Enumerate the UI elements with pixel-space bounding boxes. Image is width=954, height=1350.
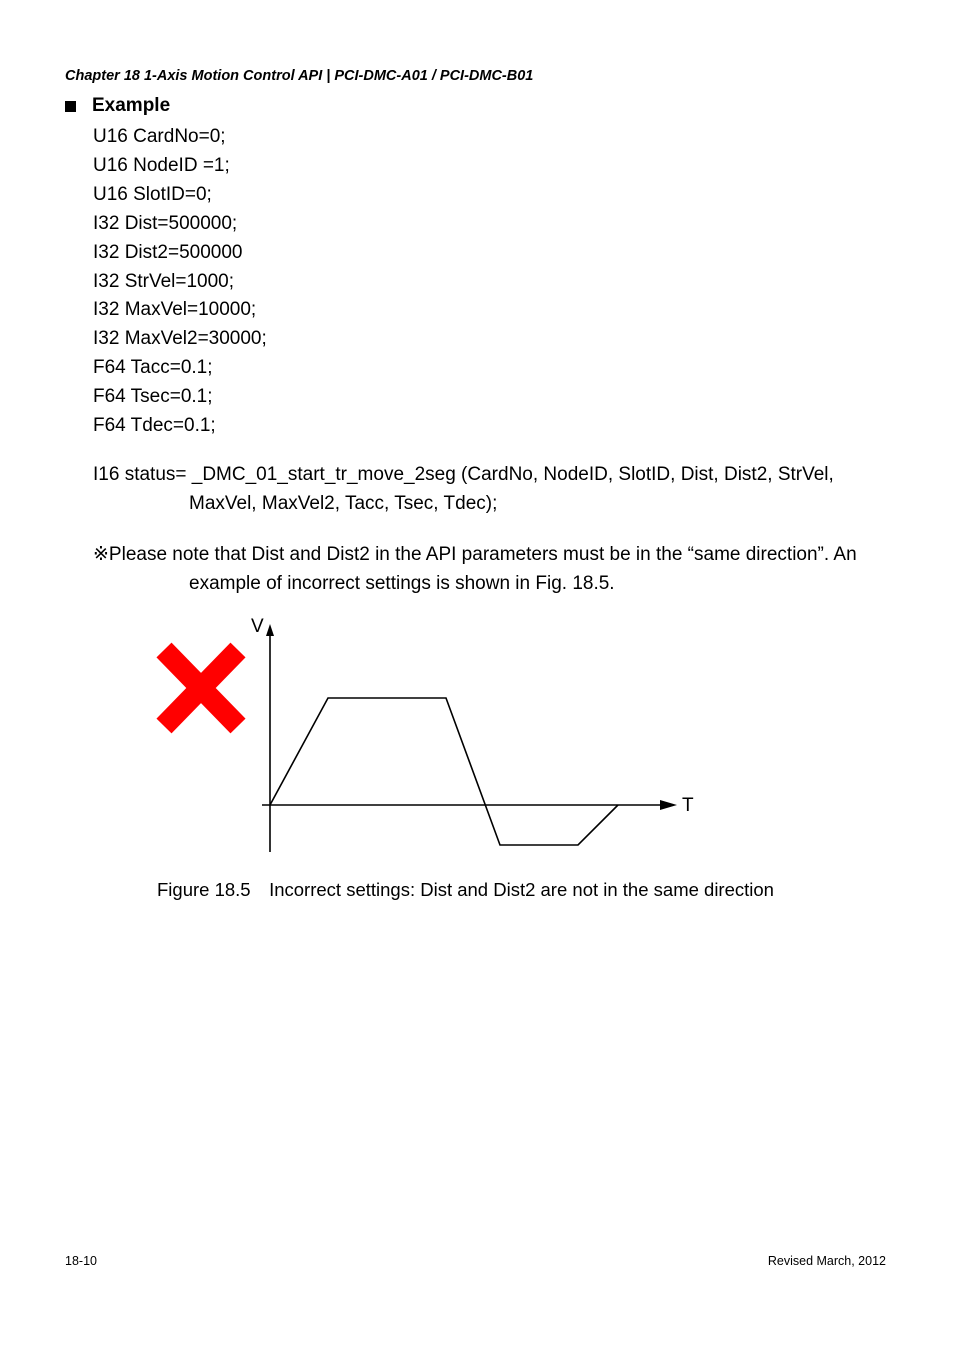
function-call-line-1: I16 status= _DMC_01_start_tr_move_2seg (CardNo, NodeID, SlotID, Dist, Dist2, StrVel, [93,464,834,485]
function-call-line-2: MaxVel, MaxVel2, Tacc, Tsec, Tdec); [189,492,498,514]
note-line-1: ※Please note that Dist and Dist2 in the API parameters must be in the “same direction”. An [93,544,857,565]
code-line: I32 StrVel=1000; [93,270,235,292]
velocity-profile-line [270,698,618,845]
code-line: F64 Tsec=0.1; [93,386,213,408]
velocity-profile-diagram [150,612,710,862]
cross-icon [164,650,238,726]
x-axis-label: T [682,795,694,816]
code-line: I32 Dist=500000; [93,212,238,234]
code-line: U16 CardNo=0; [93,126,226,147]
note-line-2: example of incorrect settings is shown in Fig. 18.5. [189,572,615,594]
chapter-header: Chapter 18 1-Axis Motion Control API | PCI-DMC-A01 / PCI-DMC-B01 [65,68,534,84]
y-axis-label: V [251,616,264,637]
code-line: F64 Tacc=0.1; [93,357,213,379]
code-variable-list [93,123,267,441]
figure-caption: Figure 18.5 Incorrect settings: Dist and Dist2 are not in the same direction [157,879,774,900]
square-bullet-icon [65,101,76,112]
function-call [93,461,893,519]
code-line: I32 MaxVel2=30000; [93,328,267,350]
code-line: I32 Dist2=500000 [93,241,243,263]
code-line: I32 MaxVel=10000; [93,299,257,321]
code-line: F64 Tdec=0.1; [93,415,216,437]
direction-note [93,541,893,599]
page-number: 18-10 [65,1254,97,1268]
x-axis-arrow [660,800,677,810]
code-line: U16 NodeID =1; [93,154,230,176]
revision-date: Revised March, 2012 [767,1254,886,1268]
section-title: Example [92,95,171,116]
velocity-time-figure [150,612,710,862]
code-line: U16 SlotID=0; [93,183,212,205]
section-heading [65,95,170,117]
y-axis-arrow [266,624,274,636]
